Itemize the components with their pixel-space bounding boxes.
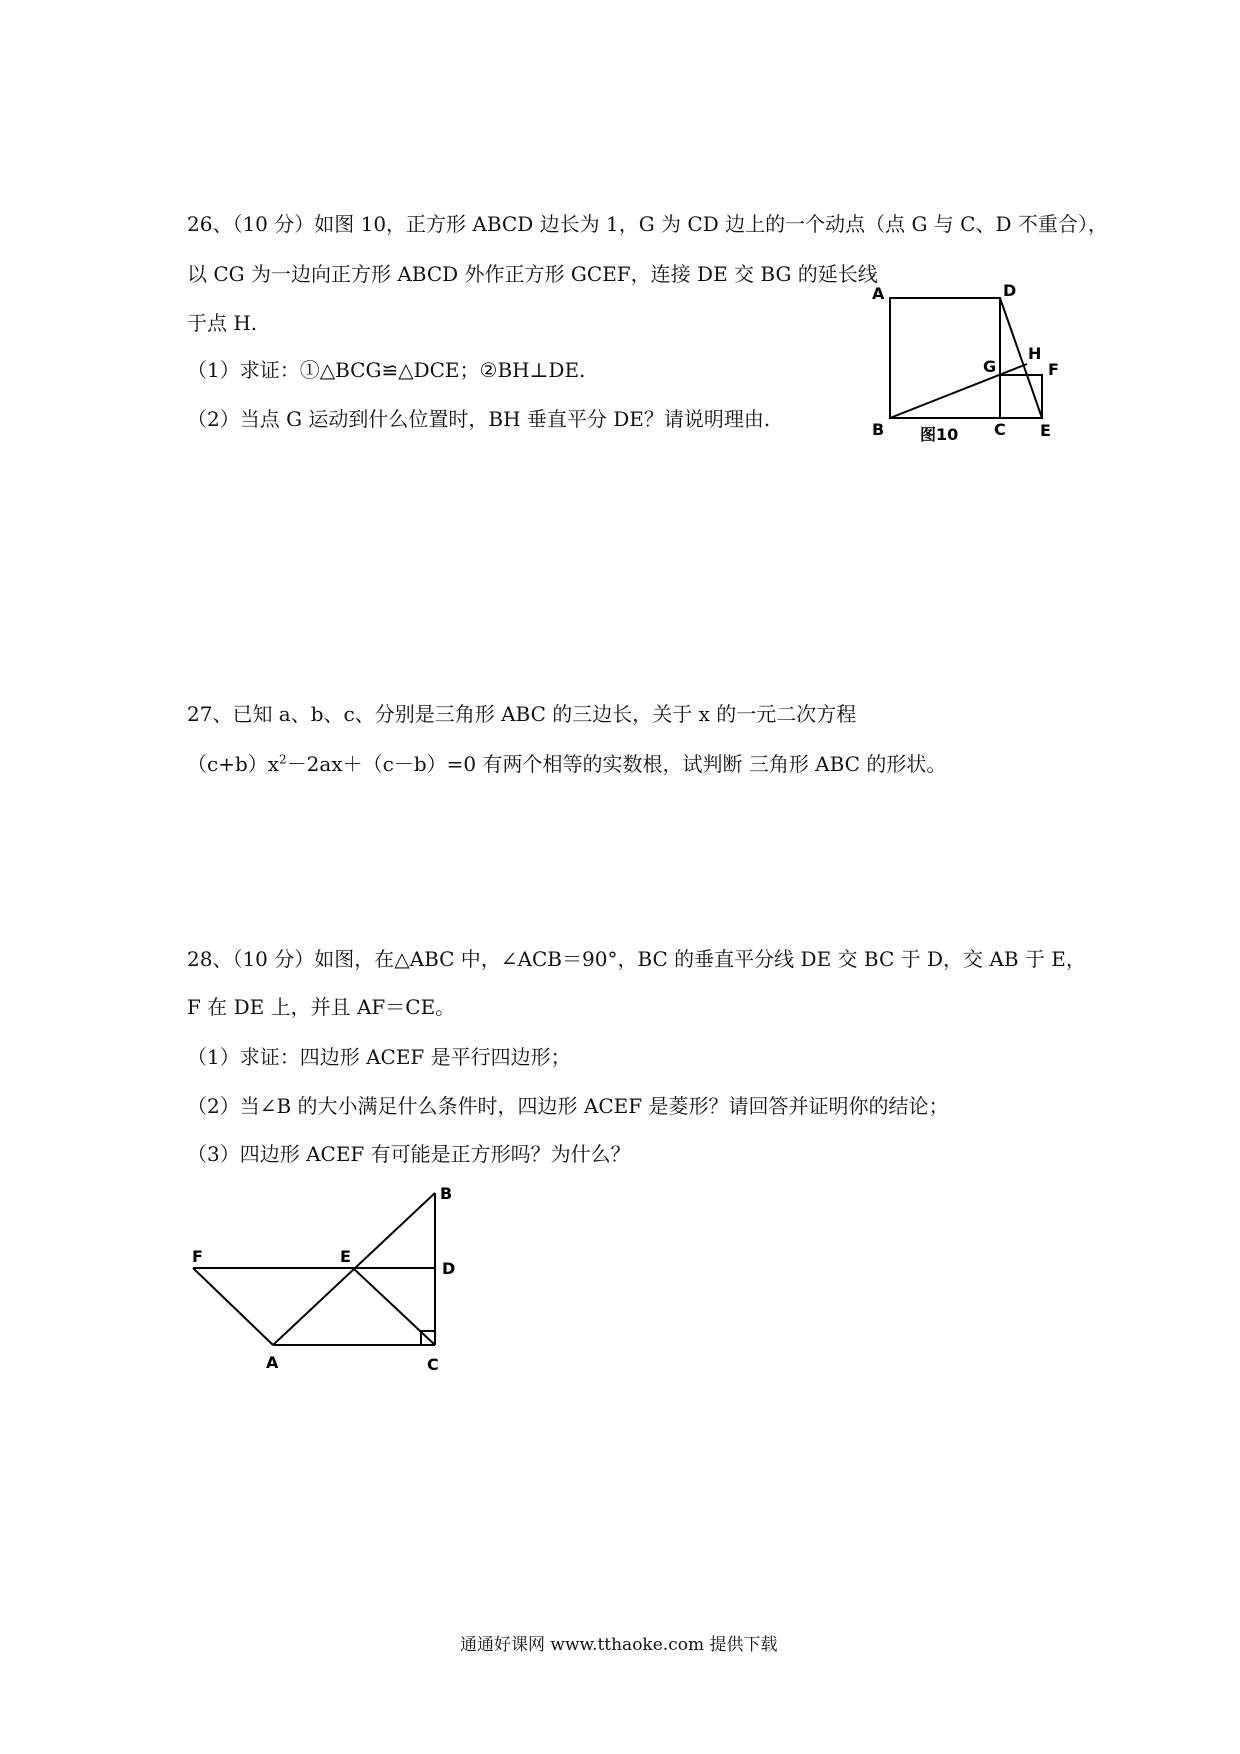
q28-line2: F 在 DE 上，并且 AF＝CE。: [187, 995, 456, 1019]
footer-text: 通通好课网 www.tthaoke.com 提供下载: [460, 1635, 778, 1655]
label-c: C: [427, 1355, 439, 1374]
q27-line2-pre: （c+b）x: [187, 752, 280, 776]
label-b: B: [440, 1185, 453, 1203]
q28-line1: 28、（10 分）如图，在△ABC 中，∠ACB＝90°，BC 的垂直平分线 DE 交 BC 于 D，交 AB 于 E，: [187, 947, 1086, 971]
label-g: G: [983, 357, 997, 376]
label-e: E: [340, 1247, 351, 1266]
q27-line2: [187, 750, 946, 778]
q28-part2: （2）当∠B 的大小满足什么条件时，四边形 ACEF 是菱形？请回答并证明你的结论；: [187, 1094, 949, 1118]
q27-line1: 27、已知 a、b、c、分别是三角形 ABC 的三边长，关于 x 的一元二次方程: [187, 702, 857, 726]
q26-part2: （2）当点 G 运动到什么位置时，BH 垂直平分 DE？请说明理由.: [187, 407, 771, 431]
label-a: A: [872, 284, 885, 303]
label-h: H: [1028, 344, 1042, 363]
label-d: D: [442, 1259, 456, 1278]
figure-10: [860, 275, 1080, 445]
segment-bh: [890, 364, 1027, 418]
square-gcef: [1000, 375, 1042, 418]
segment-fa: [193, 1268, 273, 1345]
q27-line2-post: －2ax＋（c－b）=0 有两个相等的实数根，试判断 三角形 ABC 的形状。: [286, 752, 947, 776]
label-c: C: [994, 420, 1006, 439]
figure-q28: [180, 1185, 470, 1385]
q26-line2: 以 CG 为一边向正方形 ABCD 外作正方形 GCEF，连接 DE 交 BG 的延长线: [187, 262, 878, 286]
label-f: F: [1048, 360, 1059, 379]
label-f: F: [192, 1247, 203, 1266]
label-d: D: [1003, 281, 1017, 300]
q26-line3: 于点 H.: [187, 311, 258, 335]
segment-ec: [353, 1268, 435, 1345]
label-e: E: [1040, 421, 1051, 440]
q28-part3: （3）四边形 ACEF 有可能是正方形吗？为什么？: [187, 1142, 631, 1166]
figure-caption: 图10: [920, 425, 959, 444]
q26-line1: 26、（10 分）如图 10，正方形 ABCD 边长为 1，G 为 CD 边上的一个动点（点 G 与 C、D 不重合），: [187, 212, 1108, 236]
q27-exponent: 2: [279, 752, 287, 767]
q26-part1: （1）求证：①△BCG≌△DCE；②BH⊥DE.: [187, 358, 586, 382]
label-a: A: [266, 1353, 279, 1372]
q28-part1: （1）求证：四边形 ACEF 是平行四边形；: [187, 1045, 571, 1069]
label-b: B: [872, 420, 885, 439]
